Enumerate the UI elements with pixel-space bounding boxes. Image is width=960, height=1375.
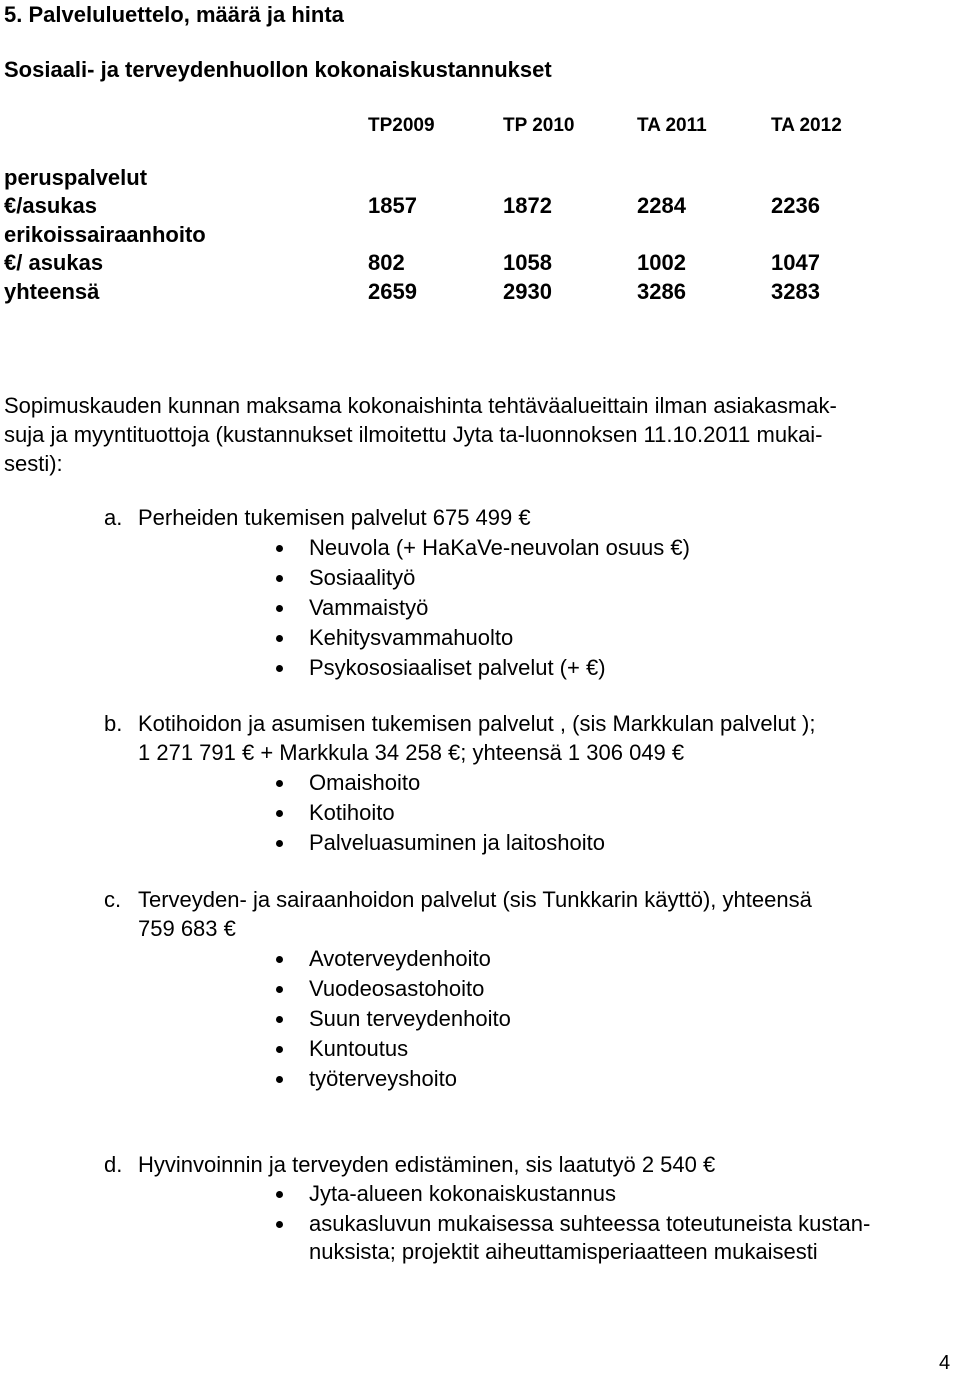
bullet-icon [276, 1046, 283, 1053]
section-title-line: 1 271 791 € + Markkula 34 258 €; yhteensä 1 306 049 € [138, 740, 685, 765]
table-cell: 1002 [637, 250, 686, 275]
bullet-icon [276, 575, 283, 582]
bullet-icon [276, 1221, 283, 1228]
bullet-icon [276, 635, 283, 642]
list-item: Jyta-alueen kokonaiskustannus [309, 1181, 616, 1206]
section-letter: c. [104, 887, 122, 912]
row-label: peruspalvelut [4, 165, 148, 190]
section-letter: d. [104, 1152, 123, 1177]
list-item: Neuvola (+ HaKaVe-neuvolan osuus €) [309, 535, 690, 560]
list-item: Kehitysvammahuolto [309, 625, 514, 650]
column-header: TP 2010 [503, 115, 575, 136]
table-cell: 2930 [503, 279, 552, 304]
row-label: erikoissairaanhoito [4, 222, 206, 247]
table-cell: 1872 [503, 193, 552, 218]
page-number: 4 [939, 1352, 951, 1374]
bullet-icon [276, 605, 283, 612]
intro-line: suja ja myyntituottoja (kustannukset ilmoitettu Jyta ta-luonnoksen 11.10.2011 mukai- [4, 422, 823, 447]
list-item: Kotihoito [309, 800, 395, 825]
bullet-icon [276, 986, 283, 993]
bullet-icon [276, 956, 283, 963]
list-item: asukasluvun mukaisessa suhteessa toteutuneista kustan- [309, 1211, 871, 1236]
list-item: Suun terveydenhoito [309, 1006, 511, 1031]
column-header: TA 2011 [637, 115, 707, 136]
bullet-icon [276, 665, 283, 672]
column-header: TA 2012 [771, 115, 842, 136]
row-label: yhteensä [4, 279, 100, 304]
section-title-line: 759 683 € [138, 916, 236, 941]
list-item: Omaishoito [309, 770, 421, 795]
list-item: Sosiaalityö [309, 565, 416, 590]
bullet-icon [276, 840, 283, 847]
intro-line: sesti): [4, 451, 63, 476]
bullet-icon [276, 545, 283, 552]
list-item: työterveyshoito [309, 1066, 457, 1091]
column-header: TP2009 [368, 115, 435, 136]
table-cell: 2236 [771, 193, 820, 218]
bullet-icon [276, 780, 283, 787]
section-title: Perheiden tukemisen palvelut 675 499 € [138, 505, 531, 530]
row-label-unit: €/asukas [4, 193, 97, 218]
list-item: Kuntoutus [309, 1036, 409, 1061]
list-item: Avoterveydenhoito [309, 946, 491, 971]
list-item-continuation: nuksista; projektit aiheuttamisperiaatteen mukaisesti [309, 1239, 818, 1264]
subheading: Sosiaali- ja terveydenhuollon kokonaiskustannukset [4, 57, 552, 82]
list-item: Palveluasuminen ja laitoshoito [309, 830, 605, 855]
table-cell: 3283 [771, 279, 820, 304]
table-cell: 1047 [771, 250, 820, 275]
section-heading: 5. Palveluluettelo, määrä ja hinta [4, 2, 344, 27]
row-label-unit: €/ asukas [4, 250, 104, 275]
section-letter: a. [104, 505, 123, 530]
table-cell: 1058 [503, 250, 552, 275]
bullet-icon [276, 810, 283, 817]
list-item: Vammaistyö [309, 595, 429, 620]
section-title: Hyvinvoinnin ja terveyden edistäminen, sis laatutyö 2 540 € [138, 1152, 716, 1177]
table-cell: 2659 [368, 279, 417, 304]
table-cell: 3286 [637, 279, 686, 304]
table-cell: 2284 [637, 193, 686, 218]
bullet-icon [276, 1016, 283, 1023]
section-letter: b. [104, 711, 123, 736]
bullet-icon [276, 1191, 283, 1198]
list-item: Vuodeosastohoito [309, 976, 485, 1001]
list-item: Psykososiaaliset palvelut (+ €) [309, 655, 606, 680]
intro-line: Sopimuskauden kunnan maksama kokonaishinta tehtäväalueittain ilman asiakasmak- [4, 393, 837, 418]
section-title: Kotihoidon ja asumisen tukemisen palvelut , (sis Markkulan palvelut ); [138, 711, 816, 736]
table-cell: 802 [368, 250, 405, 275]
bullet-icon [276, 1076, 283, 1083]
table-cell: 1857 [368, 193, 417, 218]
section-title: Terveyden- ja sairaanhoidon palvelut (sis Tunkkarin käyttö), yhteensä [138, 887, 812, 912]
